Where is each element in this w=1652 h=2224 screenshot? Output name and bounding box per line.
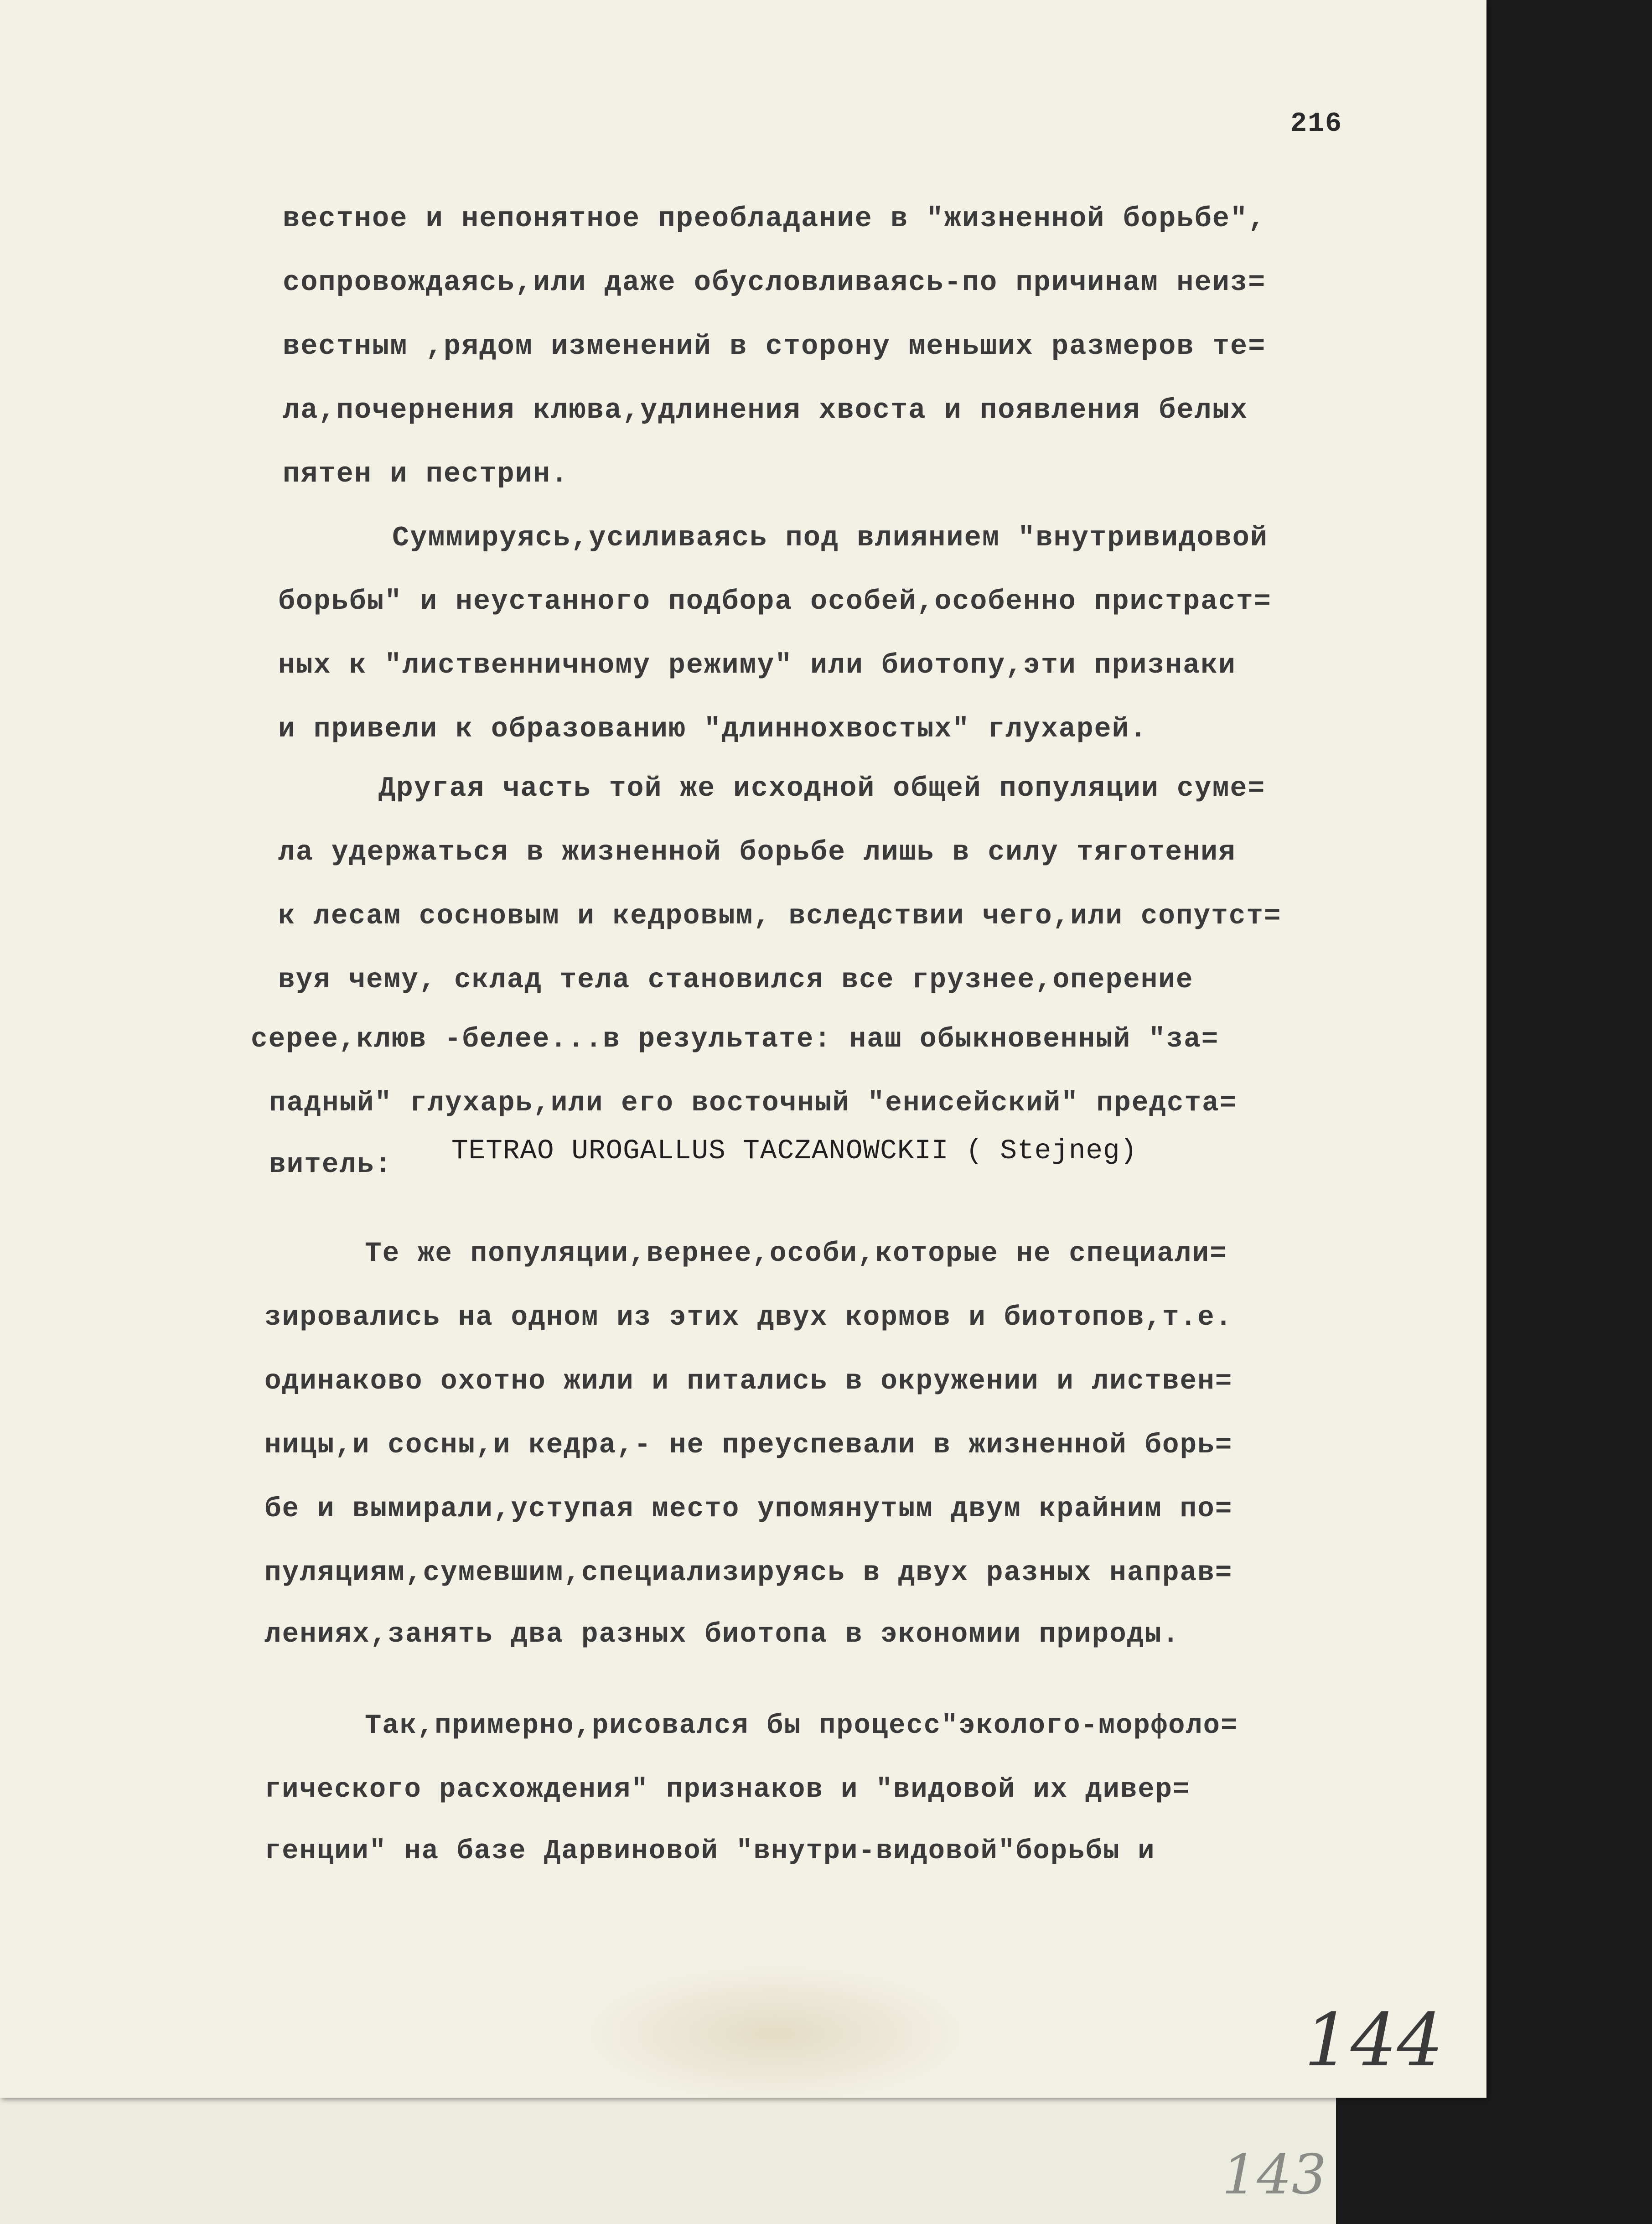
text-line-3: вестным ,рядом изменений в сторону меньших размеров те= — [283, 330, 1266, 363]
text-line-19: одинаково охотно жили и питались в окружении и листвен= — [264, 1366, 1233, 1397]
text-line-18: зировались на одном из этих двух кормов и биотопов,т.е. — [264, 1302, 1233, 1333]
text-line-10: Другая часть той же исходной общей популяции суме= — [378, 773, 1266, 804]
text-line-23: лениях,занять два разных биотопа в экономии природы. — [264, 1619, 1180, 1650]
text-line-9: и привели к образованию "длиннохвостых" глухарей. — [278, 714, 1148, 745]
page-number: 216 — [1290, 109, 1343, 140]
text-line-20: ницы,и сосны,и кедра,- не преуспевали в жизненной борь= — [264, 1430, 1233, 1461]
text-line-7: борьбы" и неустанного подбора особей,особенно пристраст= — [278, 586, 1272, 617]
text-line-15: падный" глухарь,или его восточный "енисейский" предста= — [269, 1088, 1238, 1119]
text-line-12: к лесам сосновым и кедровым, вследствии чего,или сопутст= — [278, 901, 1282, 932]
text-line-2: сопровождаясь,или даже обусловливаясь-по причинам неиз= — [283, 266, 1266, 299]
text-line-13: вуя чему, склад тела становился все грузнее,оперение — [278, 964, 1194, 996]
latin-species-name: TETRAO UROGALLUS TACZANOWCKII ( Stejneg) — [451, 1135, 1138, 1167]
text-line-24: Так,примерно,рисовался бы процесс"эколого-морфоло= — [365, 1711, 1238, 1742]
handwritten-folio-number: 144 — [1304, 1997, 1444, 2083]
text-line-6: Суммируясь,усиливаясь под влиянием "внутривидовой — [392, 522, 1269, 554]
text-line-16: витель: — [269, 1149, 393, 1181]
text-line-22: пуляциям,сумевшим,специализируясь в двух разных направ= — [264, 1557, 1233, 1589]
text-line-1: вестное и непонятное преобладание в "жизненной борьбе", — [283, 202, 1266, 235]
text-line-11: ла удержаться в жизненной борьбе лишь в силу тяготения — [278, 837, 1236, 868]
text-line-26: генции" на базе Дарвиновой "внутри-видовой"борьбы и — [264, 1836, 1155, 1867]
text-line-21: бе и вымирали,уступая место упомянутым двум крайним по= — [264, 1493, 1233, 1525]
underlying-folio-number: 143 — [1222, 2143, 1327, 2207]
paper-stain — [570, 1961, 980, 2107]
text-line-8: ных к "лиственничному режиму" или биотопу,эти признаки — [278, 650, 1236, 681]
text-line-25: гического расхождения" признаков и "видовой их дивер= — [264, 1774, 1191, 1805]
text-line-5: пятен и пестрин. — [283, 458, 569, 490]
text-line-4: ла,почернения клюва,удлинения хвоста и появления белых — [283, 394, 1248, 426]
text-line-17: Те же популяции,вернее,особи,которые не специали= — [365, 1238, 1227, 1270]
text-line-14: серее,клюв -белее...в результате: наш обыкновенный "за= — [251, 1024, 1219, 1055]
